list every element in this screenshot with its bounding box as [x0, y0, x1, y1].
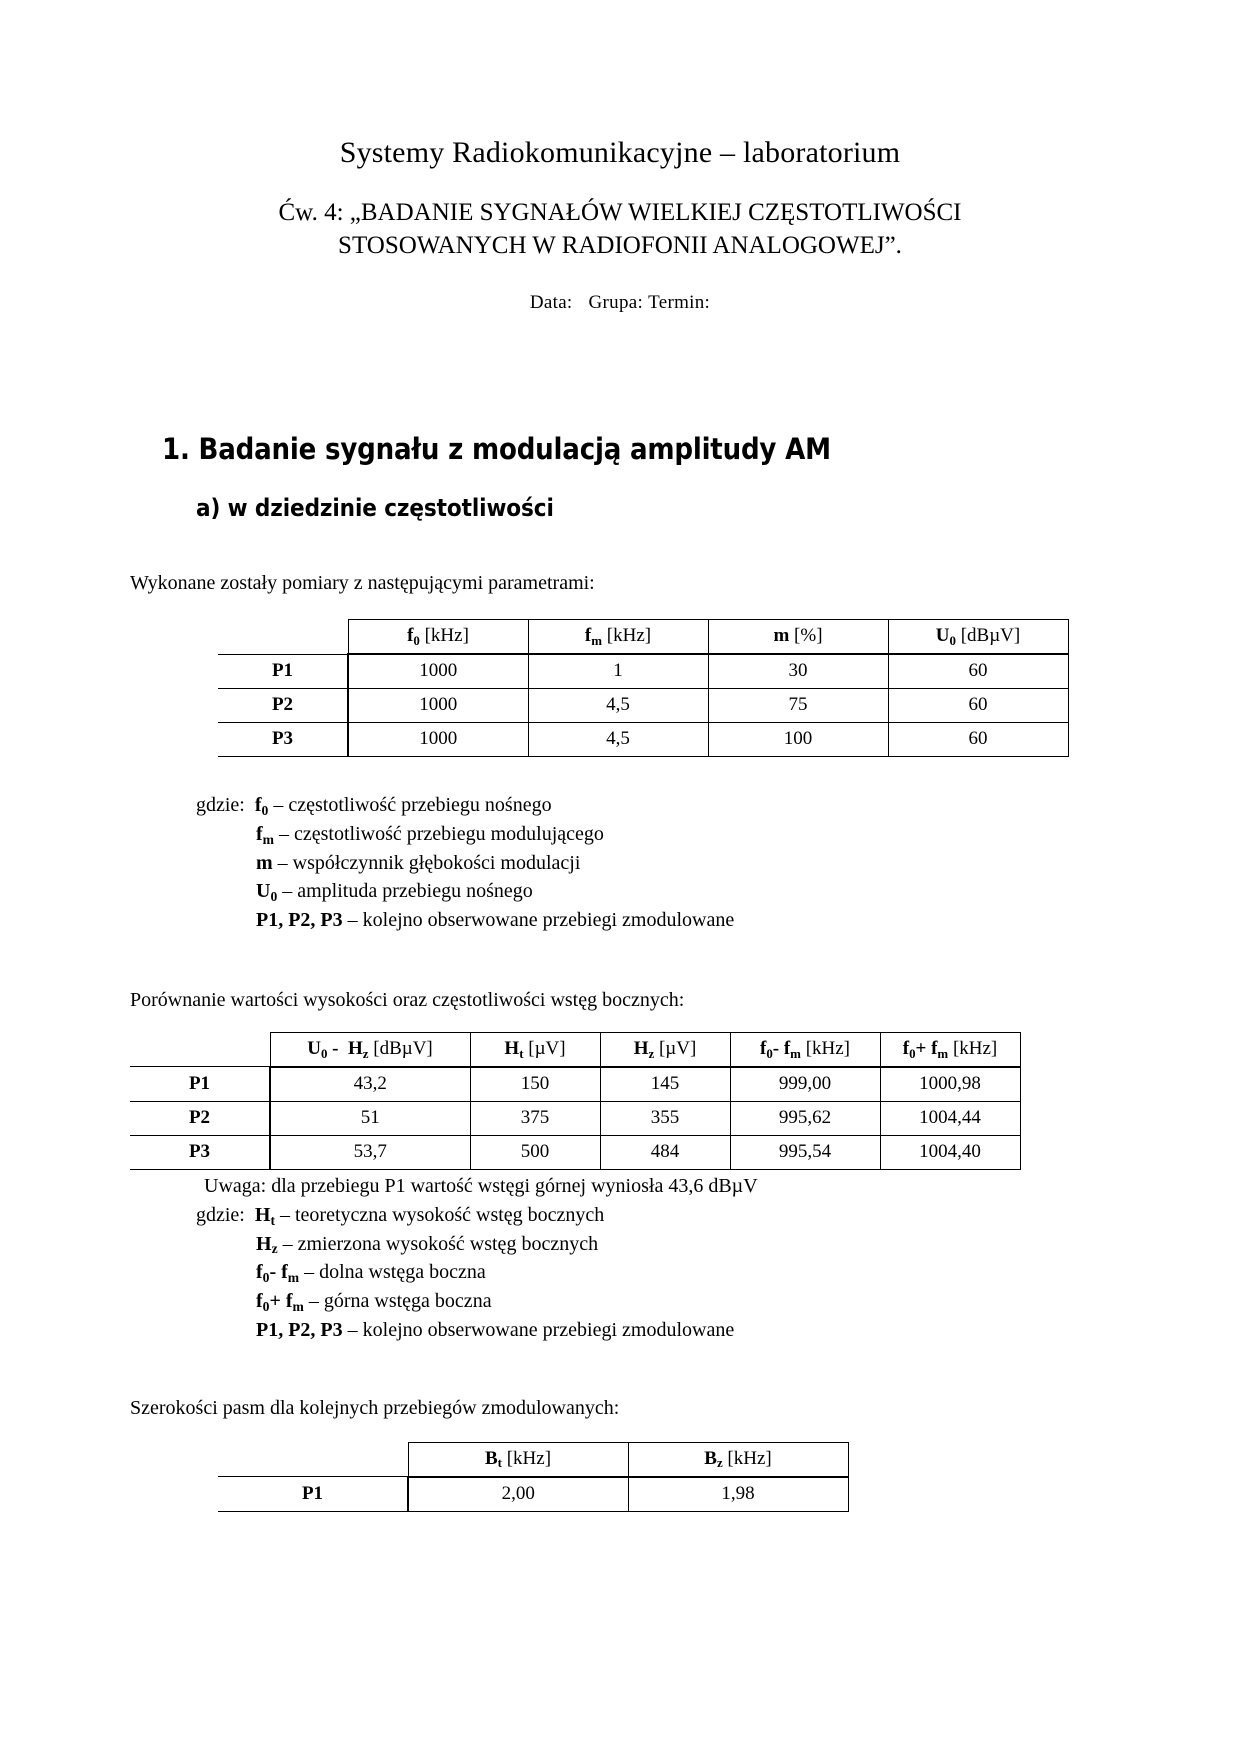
cell-f0: 1000 — [348, 689, 528, 723]
legend-block-1 — [0, 757, 1240, 935]
document-subtitle — [0, 170, 1240, 262]
term-label: Termin: — [648, 292, 711, 313]
column-header-f0: $f_0$ [kHz] — [348, 620, 528, 655]
table-header-row — [218, 1442, 848, 1477]
table-header-row — [218, 620, 1068, 655]
legend-line — [196, 1316, 1240, 1345]
table-row — [218, 723, 1068, 757]
group-label: Grupa: — [588, 292, 644, 313]
legend-line: gdzie: $f_0$ – częstotliwość przebiegu nośnego — [196, 794, 552, 818]
metadata-line — [0, 262, 1240, 314]
cell-lower-sideband: 999,00 — [730, 1067, 880, 1102]
legend-line: $U_0$ – amplituda przebiegu nośnego — [256, 880, 533, 905]
column-header-f0-minus-fm: $f_0-$ $f_m$ [kHz] — [730, 1032, 880, 1067]
cell-ht: 375 — [470, 1101, 600, 1135]
cell-bz: 1,98 — [628, 1477, 848, 1512]
cell-lower-sideband: 995,62 — [730, 1101, 880, 1135]
cell-u0-hz: 51 — [270, 1101, 470, 1135]
cell-hz: 484 — [600, 1135, 730, 1169]
cell-ht: 500 — [470, 1135, 600, 1169]
table-row — [130, 1067, 1020, 1102]
subtitle-line-1: Ćw. 4: „BADANIE SYGNAŁÓW WIELKIEJ CZĘSTOTLIWOŚCI — [278, 199, 962, 226]
legend-desc-lower: – dolna wstęga boczna — [299, 1261, 486, 1284]
cell-f0: 1000 — [348, 654, 528, 689]
cell-u0: 60 — [888, 654, 1068, 689]
legend-lead-label: gdzie: — [196, 794, 245, 816]
column-header-bz: $B_z$ [kHz] — [628, 1442, 848, 1477]
table-row — [218, 654, 1068, 689]
section-1-heading: 1. Badanie sygnału z modulacją amplitudy AM — [162, 432, 831, 466]
cell-m: 30 — [708, 654, 888, 689]
cell-hz: 145 — [600, 1067, 730, 1102]
cell-fm: 1 — [528, 654, 708, 689]
cell-m: 100 — [708, 723, 888, 757]
cell-fm: 4,5 — [528, 723, 708, 757]
legend-desc-p: – kolejno obserwowane przebiegi zmodulowane — [342, 1318, 735, 1341]
page-title: Systemy Radiokomunikacyjne – laboratorium — [339, 136, 901, 169]
column-header-f0-plus-fm: $f_0+ f_m$ [kHz] — [880, 1032, 1020, 1067]
legend-line: m – współczynnik głębokości modulacji — [256, 851, 581, 874]
legend-line: $f_0+ f_m$ – górna wstęga boczna — [256, 1290, 492, 1314]
table-row — [218, 1477, 848, 1512]
legend-lead-label: gdzie: — [196, 1203, 245, 1226]
bandwidth-table — [218, 1442, 849, 1512]
table-3-container — [0, 1442, 1240, 1512]
cell-upper-sideband: 1000,98 — [880, 1067, 1020, 1102]
table-row — [130, 1135, 1020, 1169]
cell-u0: 60 — [888, 689, 1068, 723]
sidebands-table — [130, 1032, 1021, 1170]
legend-desc-f0: – częstotliwość przebiegu nośnego — [268, 794, 552, 816]
column-header-hz: $H_z$ [µV] — [600, 1032, 730, 1067]
column-header-ht: $H_t$ [µV] — [470, 1032, 600, 1067]
cell-ht: 150 — [470, 1067, 600, 1102]
table-2-container — [0, 1032, 1240, 1170]
legend-line: $H_z$ – zmierzona wysokość wstęg bocznych — [256, 1232, 599, 1257]
table-1-container — [0, 619, 1240, 757]
legend-symbol-p: P1, P2, P3 — [256, 1318, 343, 1341]
legend-line: $f_0-$ $f_m$ – dolna wstęga boczna — [256, 1261, 486, 1286]
table-row — [130, 1101, 1020, 1135]
table-corner-cell — [218, 1442, 408, 1477]
cell-bt: 2,00 — [408, 1477, 628, 1512]
cell-u0-hz: 53,7 — [270, 1135, 470, 1169]
legend-desc-m: – współczynnik głębokości modulacji — [272, 851, 581, 874]
cell-u0-hz: 43,2 — [270, 1067, 470, 1102]
table-corner-cell — [218, 620, 348, 655]
column-header-fm: $f_m$ [kHz] — [528, 620, 708, 655]
date-label: Data: — [529, 292, 573, 313]
cell-m: 75 — [708, 689, 888, 723]
parameters-table — [218, 619, 1069, 757]
table-header-row — [130, 1032, 1020, 1067]
intro-paragraph-2: Porównanie wartości wysokości oraz częstotliwości wstęg bocznych: — [130, 988, 685, 1011]
column-header-u0: $U_0$ [dBµV] — [888, 620, 1068, 655]
note-line: Uwaga: dla przebiegu P1 wartość wstęgi górnej wyniosła 43,6 dBµV — [204, 1174, 758, 1197]
row-label: P3 — [218, 723, 348, 757]
intro-paragraph-1: Wykonane zostały pomiary z następującymi parametrami: — [130, 572, 595, 594]
table-corner-cell — [130, 1032, 270, 1067]
cell-u0: 60 — [888, 723, 1068, 757]
legend-desc-fm: – częstotliwość przebiegu modulującego — [274, 822, 604, 845]
legend-block-2 — [0, 1170, 1240, 1345]
row-label: P2 — [218, 689, 348, 723]
section-1a-heading: a) w dziedzinie częstotliwości — [196, 494, 554, 522]
cell-hz: 355 — [600, 1101, 730, 1135]
column-header-u0-minus-hz: $U_0 - H_z$ [dBµV] — [270, 1032, 470, 1067]
table-row — [218, 689, 1068, 723]
cell-upper-sideband: 1004,44 — [880, 1101, 1020, 1135]
legend-desc-ht: – teoretyczna wysokość wstęg bocznych — [274, 1203, 605, 1226]
row-label: P1 — [218, 1477, 408, 1512]
legend-desc-p: – kolejno obserwowane przebiegi zmodulowane — [342, 909, 735, 932]
legend-line: $f_m$ – częstotliwość przebiegu modulującego — [256, 822, 604, 847]
row-label: P3 — [130, 1135, 270, 1169]
legend-desc-hz: – zmierzona wysokość wstęg bocznych — [277, 1232, 599, 1255]
intro-paragraph-3: Szerokości pasm dla kolejnych przebiegów zmodulowanych: — [130, 1396, 620, 1419]
cell-lower-sideband: 995,54 — [730, 1135, 880, 1169]
subtitle-line-2: STOSOWANYCH W RADIOFONII ANALOGOWEJ”. — [338, 232, 902, 259]
legend-symbol-p: P1, P2, P3 — [256, 909, 343, 932]
legend-desc-upper: – górna wstęga boczna — [303, 1290, 492, 1313]
cell-upper-sideband: 1004,40 — [880, 1135, 1020, 1169]
column-header-bt: $B_t$ [kHz] — [408, 1442, 628, 1477]
row-label: P1 — [130, 1067, 270, 1102]
legend-line — [196, 906, 1240, 935]
legend-desc-u0: – amplituda przebiegu nośnego — [277, 880, 533, 903]
cell-f0: 1000 — [348, 723, 528, 757]
row-label: P1 — [218, 654, 348, 689]
row-label: P2 — [130, 1101, 270, 1135]
legend-line: gdzie: $H_t$ – teoretyczna wysokość wstęg bocznych — [196, 1203, 605, 1228]
cell-fm: 4,5 — [528, 689, 708, 723]
column-header-m: m [%] — [708, 620, 888, 655]
